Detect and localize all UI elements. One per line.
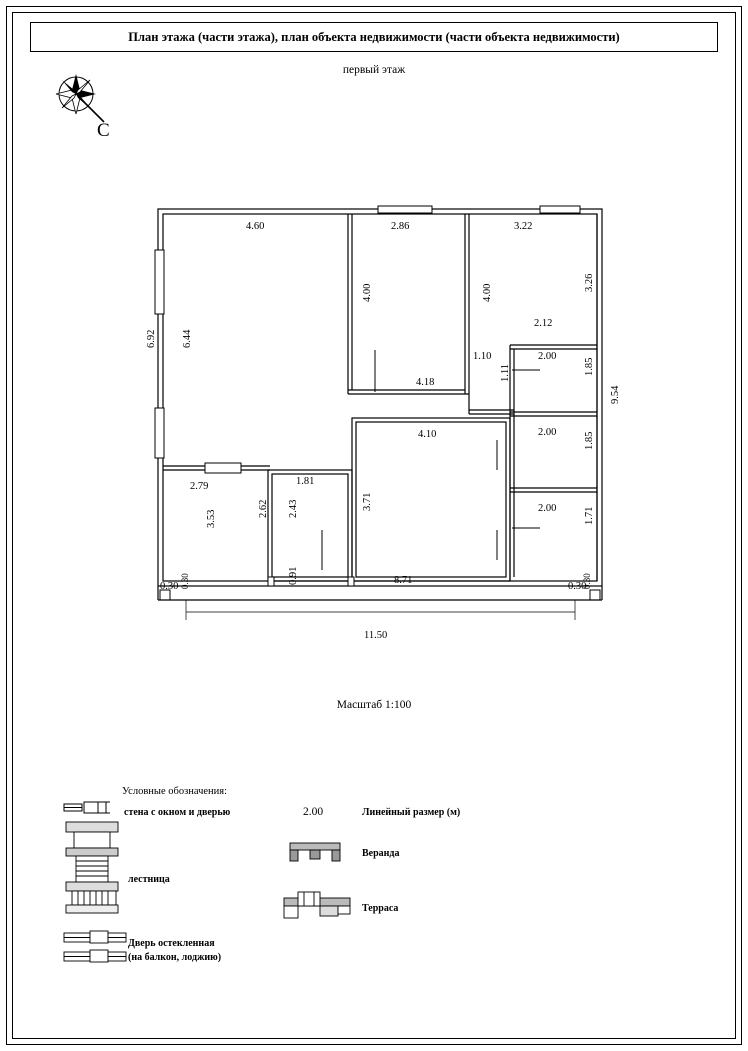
legend-label-glazed-door: Дверь остекленная (128, 938, 215, 949)
glazed-door-icon (62, 930, 128, 975)
dimension-2.00-bottom: 2.00 (538, 503, 557, 514)
veranda-icon (288, 841, 342, 868)
dimension-1.11: 1.11 (500, 364, 511, 382)
dimension-1.71: 1.71 (584, 506, 595, 525)
page-title: План этажа (части этажа), план объекта недвижимости (части объекта недвижимости) (30, 22, 718, 52)
dimension-1.81: 1.81 (296, 476, 315, 487)
compass-north-letter: С (97, 120, 110, 141)
legend-heading: Условные обозначения: (122, 786, 228, 797)
dimension-3.22: 3.22 (514, 221, 533, 232)
dimension-0.30-right: 0.30 (568, 581, 587, 592)
dimension-0.91: 0.91 (288, 566, 299, 585)
dimension-6.44: 6.44 (182, 329, 193, 348)
dimension-2.00-mid: 2.00 (538, 427, 557, 438)
dimension-2.62: 2.62 (258, 499, 269, 518)
dimension-0.30-right-vert: 0.30 (582, 573, 592, 589)
dimension-4.18: 4.18 (416, 377, 435, 388)
legend-label-linear-dimension: Линейный размер (м) (362, 807, 461, 818)
dimension-2.43: 2.43 (288, 499, 299, 518)
dimension-2.86: 2.86 (391, 221, 410, 232)
scale-label: Масштаб 1:100 (336, 699, 412, 711)
legend-label-wall-window-door: стена с окном и дверью (124, 807, 231, 818)
terrace-icon (280, 890, 354, 927)
dimension-0.30-left: 0.30 (160, 581, 179, 592)
floor-label: первый этаж (342, 64, 406, 76)
dimension-1.85-mid: 1.85 (584, 431, 595, 450)
legend-label-glazed-door-note: (на балкон, лоджию) (128, 952, 222, 963)
dimension-2.79: 2.79 (190, 481, 209, 492)
dimension-4.10: 4.10 (418, 429, 437, 440)
dimension-4.00-right: 4.00 (482, 283, 493, 302)
dimension-3.26: 3.26 (584, 273, 595, 292)
dimension-4.60: 4.60 (246, 221, 265, 232)
stairs-icon (62, 820, 126, 930)
dimension-1.85-top: 1.85 (584, 357, 595, 376)
dimension-0.30-left-vert: 0.30 (180, 573, 190, 589)
legend-label-stairs: лестница (128, 874, 170, 885)
dimension-4.00-left: 4.00 (362, 283, 373, 302)
wall-window-door-icon (62, 800, 122, 821)
dimension-3.53: 3.53 (206, 509, 217, 528)
dimension-2.00-top: 2.00 (538, 351, 557, 362)
dimension-9.54: 9.54 (610, 385, 621, 404)
dimension-1.10: 1.10 (473, 351, 492, 362)
dimension-3.71: 3.71 (362, 492, 373, 511)
dimension-8.71: 8.71 (394, 575, 413, 586)
legend-label-veranda: Веранда (362, 848, 400, 859)
legend-label-terrace: Терраса (362, 903, 399, 914)
dimension-2.12: 2.12 (534, 318, 553, 329)
dimension-11.50: 11.50 (364, 630, 388, 641)
dimension-6.92: 6.92 (146, 329, 157, 348)
legend-sample-dimension: 2.00 (303, 806, 324, 818)
